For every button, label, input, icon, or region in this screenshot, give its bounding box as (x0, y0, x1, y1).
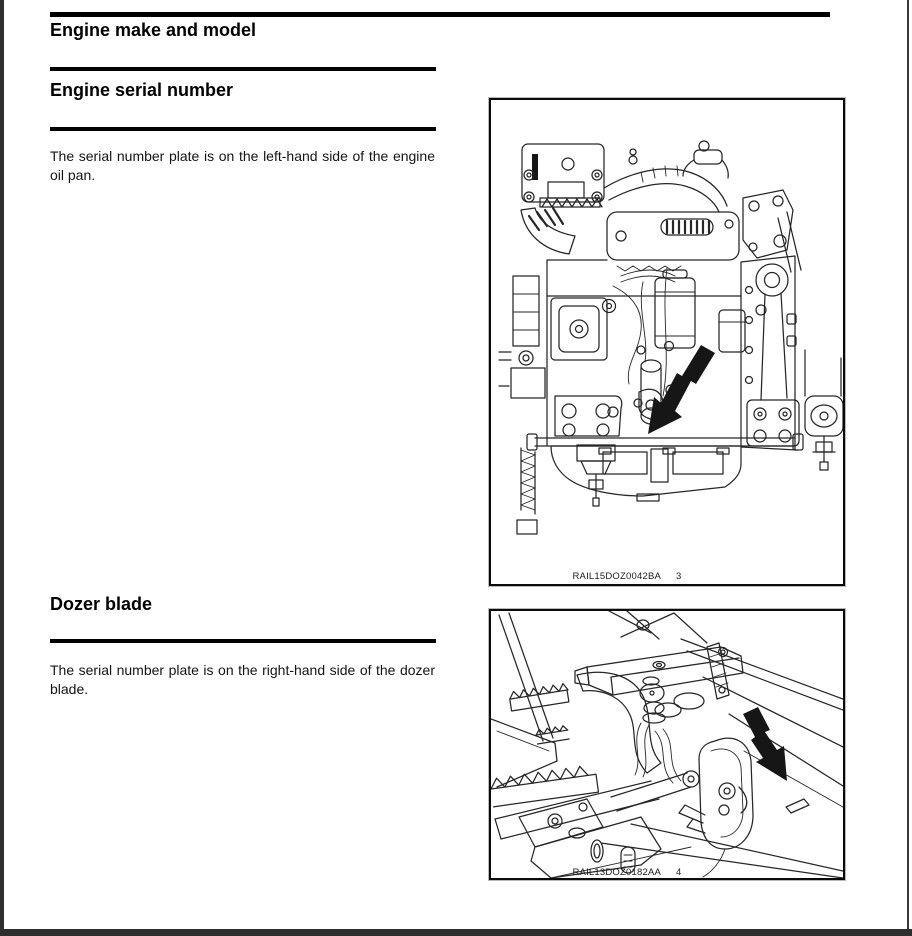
serial-plate-arrow-icon (743, 707, 787, 781)
figure-dozer-blade-illustration (489, 609, 845, 880)
heading-engine-serial-number: Engine serial number (50, 80, 234, 100)
figure-caption-engine (449, 571, 805, 582)
serial-plate-arrow-icon (648, 345, 715, 434)
page-bottom-edge-bar (0, 929, 912, 936)
figure-engine-illustration (489, 98, 845, 586)
figure-code: RAIL15DOZ0042BA (572, 571, 662, 582)
heading-engine-make-and-model: Engine make and model (50, 20, 257, 40)
paragraph-divider-rule-2 (50, 639, 436, 643)
oil-pan (551, 446, 741, 501)
figure-caption-dozer (449, 867, 805, 878)
ecu-module (522, 144, 604, 207)
heading-underline-rule (50, 67, 436, 71)
lifting-eye (756, 264, 788, 400)
section-rule-top (50, 12, 830, 17)
engine-line-drawing (491, 100, 843, 584)
page-left-edge-bar (0, 0, 4, 936)
engine-serial-paragraph: The serial number plate is on the left-hand side of the engine oil pan. (50, 148, 435, 183)
figure-code: RAIL13DOZ0182AA (572, 867, 662, 878)
page-right-edge-line (907, 0, 909, 936)
paragraph-divider-rule (50, 127, 436, 131)
figure-number: 4 (676, 867, 682, 878)
dozer-blade-line-drawing (491, 611, 843, 878)
dozer-serial-plate (786, 799, 809, 813)
dozer-blade-paragraph: The serial number plate is on the right-hand side of the dozer blade. (50, 662, 435, 697)
figure-number: 3 (676, 571, 682, 582)
dozer-blade-surface (601, 639, 843, 878)
heading-dozer-blade: Dozer blade (50, 594, 153, 614)
